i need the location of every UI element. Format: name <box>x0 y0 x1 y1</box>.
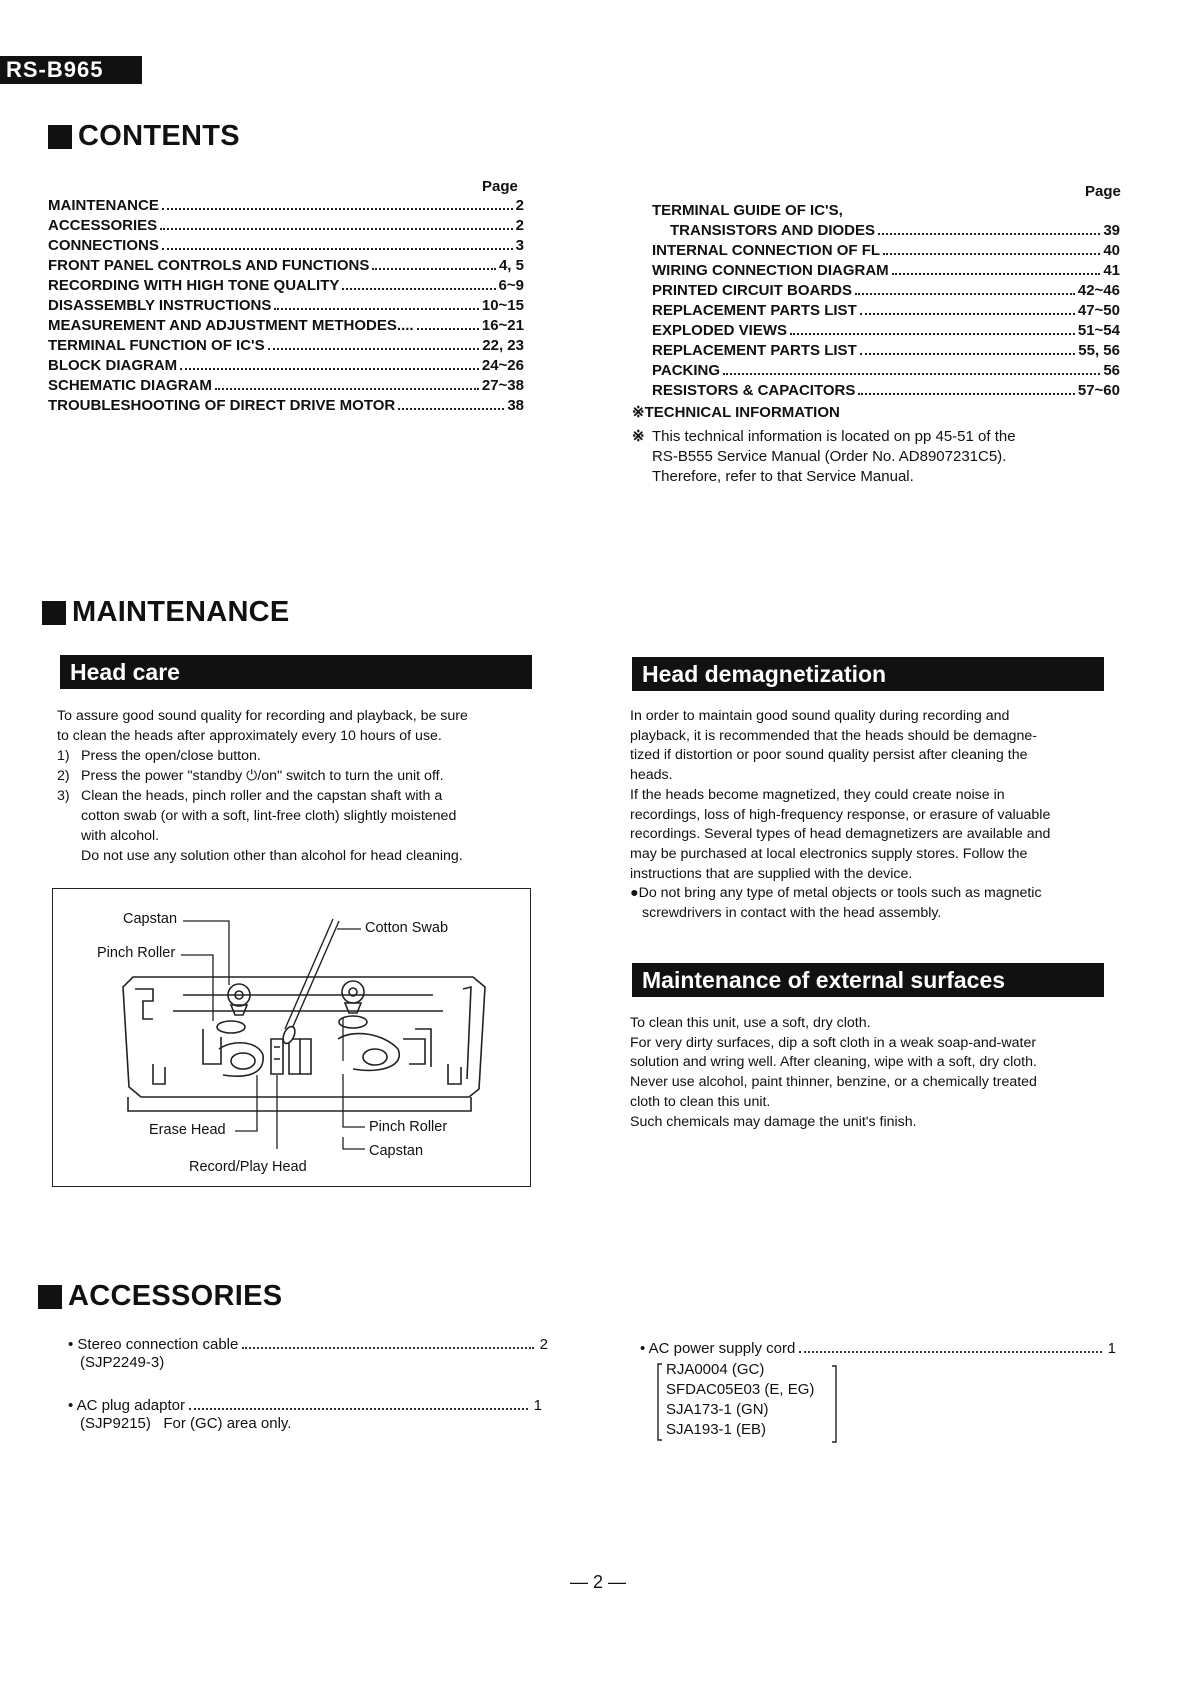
maintenance-title <box>42 596 290 629</box>
toc-entry <box>652 361 1120 381</box>
accessory-label: • AC plug adaptor <box>68 1397 185 1414</box>
label-cotton-swab: Cotton Swab <box>365 920 449 936</box>
toc-entry <box>48 276 524 296</box>
toc-entry <box>652 221 1120 241</box>
toc-leader <box>180 368 479 370</box>
toc-entry <box>48 396 524 416</box>
toc-entry <box>48 216 524 236</box>
toc-leader <box>162 208 513 210</box>
page-number: — 2 — <box>570 1572 627 1592</box>
external-surfaces-heading: Maintenance of external surfaces <box>632 963 1104 997</box>
text-line: If the heads become magnetized, they could create noise in <box>630 786 1005 803</box>
toc-entry <box>48 296 524 316</box>
step-3 <box>57 786 547 866</box>
toc-label: SCHEMATIC DIAGRAM <box>48 377 212 394</box>
toc-right-page-label: Page <box>1085 183 1121 200</box>
toc-page: 47~50 <box>1077 302 1120 319</box>
toc-entry <box>48 336 524 356</box>
toc-label: EXPLODED VIEWS <box>652 322 788 339</box>
text-line: with alcohol. <box>81 828 160 844</box>
toc-page: 56 <box>1103 362 1120 379</box>
label-pinch-roller-right: Pinch Roller <box>369 1119 448 1135</box>
accessory-item <box>68 1336 548 1373</box>
toc-page: 51~54 <box>1077 322 1120 339</box>
head-care-diagram <box>52 888 531 1187</box>
toc-label: MEASUREMENT AND ADJUSTMENT METHODES.... <box>48 317 414 334</box>
toc-label: REPLACEMENT PARTS LIST <box>652 302 857 319</box>
accessory-note: For (GC) area only. <box>163 1415 292 1432</box>
cord-variant: SFDAC05E03 (E, EG) <box>666 1381 815 1398</box>
toc-left-page-label: Page <box>482 178 518 195</box>
toc-leader <box>883 253 1100 255</box>
text-line: recordings. Several types of head demagnetizers are available and <box>630 826 1051 843</box>
note-line: RS-B555 Service Manual (Order No. AD8907231C5). <box>652 448 1007 465</box>
toc-page: 57~60 <box>1077 382 1120 399</box>
toc-left <box>48 196 524 416</box>
model-tag: RS-B965 <box>0 56 142 84</box>
toc-label: ACCESSORIES <box>48 217 158 234</box>
step-number: 1) <box>57 748 70 764</box>
toc-leader <box>892 273 1101 275</box>
toc-leader <box>342 288 495 290</box>
text-line: ●Do not bring any type of metal objects or tools such as magnetic <box>630 885 1042 902</box>
toc-entry <box>48 256 524 276</box>
text-line: instructions that are supplied with the device. <box>630 865 913 882</box>
text-line: playback, it is recommended that the heads should be demagne- <box>630 727 1037 744</box>
cord-variant: SJA193-1 (EB) <box>666 1421 767 1438</box>
text-line: heads. <box>630 767 673 784</box>
label-capstan-top: Capstan <box>123 911 178 927</box>
toc-page: 10~15 <box>481 297 524 314</box>
toc-entry <box>48 376 524 396</box>
text-line: Press the power "standby ⏻/on" switch to turn the unit off. <box>81 768 444 784</box>
external-surfaces-text <box>630 1014 1110 1132</box>
toc-leader <box>858 393 1074 395</box>
note-line: Therefore, refer to that Service Manual. <box>652 468 914 485</box>
toc-leader <box>878 233 1100 235</box>
accessory-item <box>68 1397 542 1434</box>
section-bullet-icon <box>42 601 66 625</box>
text-line: For very dirty surfaces, dip a soft cloth in a weak soap-and-water <box>630 1034 1037 1051</box>
toc-leader <box>417 328 479 330</box>
accessories-title <box>38 1280 282 1313</box>
text-line: In order to maintain good sound quality during recording and <box>630 708 1010 724</box>
toc-label: RECORDING WITH HIGH TONE QUALITY <box>48 277 340 294</box>
toc-leader <box>160 228 512 230</box>
toc-entry <box>48 316 524 336</box>
text-line: Such chemicals may damage the unit's finish. <box>630 1113 917 1130</box>
accessories-title-text: ACCESSORIES <box>68 1280 283 1312</box>
toc-leader <box>860 313 1075 315</box>
toc-page: 41 <box>1103 262 1120 279</box>
step-1 <box>57 746 547 766</box>
toc-page: 2 <box>515 197 524 214</box>
text-line: Never use alcohol, paint thinner, benzine, or a chemically treated <box>630 1074 1037 1091</box>
toc-leader <box>215 388 479 390</box>
tech-info-note <box>632 427 1112 487</box>
toc-page: 4, 5 <box>498 257 524 274</box>
text-line: Press the open/close button. <box>81 748 261 764</box>
toc-label: TERMINAL FUNCTION OF IC'S <box>48 337 265 354</box>
toc-right-first-line <box>652 201 1120 221</box>
accessory-qty: 1 <box>533 1397 542 1414</box>
toc-leader <box>855 293 1075 295</box>
label-erase-head: Erase Head <box>149 1122 226 1138</box>
accessory-qty: 1 <box>1107 1340 1116 1357</box>
toc-entry <box>652 321 1120 341</box>
maintenance-title-text: MAINTENANCE <box>72 596 290 628</box>
section-bullet-icon <box>48 125 72 149</box>
accessory-label: • AC power supply cord <box>640 1340 796 1357</box>
tape-deck-illustration <box>53 889 530 1186</box>
accessory-qty: 2 <box>539 1336 548 1353</box>
toc-entry <box>652 381 1120 401</box>
contents-title-text: CONTENTS <box>78 120 240 152</box>
toc-leader <box>274 308 478 310</box>
label-pinch-roller-left: Pinch Roller <box>97 945 176 961</box>
text-line: recordings, loss of high-frequency response, or erasure of valuable <box>630 806 1051 823</box>
toc-page: 2 <box>515 217 524 234</box>
toc-label: DISASSEMBLY INSTRUCTIONS <box>48 297 272 314</box>
toc-entry <box>48 356 524 376</box>
toc-page: 38 <box>507 397 524 414</box>
accessory-part: (SJP2249-3) <box>80 1354 165 1371</box>
toc-label: FRONT PANEL CONTROLS AND FUNCTIONS <box>48 257 370 274</box>
text-line: to clean the heads after approximately every 10 hours of use. <box>57 728 442 744</box>
toc-leader <box>268 348 480 350</box>
toc-label: REPLACEMENT PARTS LIST <box>652 342 857 359</box>
cord-variants <box>656 1360 846 1444</box>
head-demag-heading: Head demagnetization <box>632 657 1104 691</box>
text-line: tized if distortion or poor sound quality persist after cleaning the <box>630 747 1028 764</box>
toc-entry <box>652 341 1120 361</box>
toc-label: TROUBLESHOOTING OF DIRECT DRIVE MOTOR <box>48 397 396 414</box>
text-line: Do not use any solution other than alcohol for head cleaning. <box>81 848 463 864</box>
toc-page: 40 <box>1103 242 1120 259</box>
toc-label: PACKING <box>652 362 721 379</box>
head-care-text <box>57 706 547 866</box>
contents-title <box>48 120 240 153</box>
toc-entry <box>652 301 1120 321</box>
cord-variant: SJA173-1 (GN) <box>666 1401 769 1418</box>
toc-label: ※TECHNICAL INFORMATION <box>632 404 840 421</box>
toc-page: 3 <box>515 237 524 254</box>
toc-page: 39 <box>1103 222 1120 239</box>
head-demag-text <box>630 707 1110 924</box>
text-line: may be purchased at local electronics supply stores. Follow the <box>630 845 1028 862</box>
toc-page: 42~46 <box>1077 282 1120 299</box>
note-mark: ※ <box>632 428 645 445</box>
toc-leader <box>790 333 1075 335</box>
step-number: 2) <box>57 768 70 784</box>
toc-leader <box>723 373 1100 375</box>
step-2 <box>57 766 547 786</box>
toc-label: INTERNAL CONNECTION OF FL <box>652 242 881 259</box>
toc-tech-info <box>632 403 1120 423</box>
text-line: cloth to clean this unit. <box>630 1093 771 1110</box>
toc-leader <box>398 408 504 410</box>
note-line: This technical information is located on pp 45-51 of the <box>652 428 1016 445</box>
toc-label: RESISTORS & CAPACITORS <box>652 382 856 399</box>
toc-page: 27~38 <box>481 377 524 394</box>
toc-label: BLOCK DIAGRAM <box>48 357 178 374</box>
text-line: To assure good sound quality for recording and playback, be sure <box>57 708 468 724</box>
text-line: To clean this unit, use a soft, dry cloth. <box>630 1015 871 1031</box>
toc-leader <box>860 353 1076 355</box>
toc-page: 16~21 <box>481 317 524 334</box>
text-line: solution and wring well. After cleaning, wipe with a soft, dry cloth. <box>630 1054 1037 1071</box>
toc-leader <box>162 248 513 250</box>
text-line: Clean the heads, pinch roller and the capstan shaft with a <box>81 788 443 804</box>
toc-label: CONNECTIONS <box>48 237 159 254</box>
toc-right <box>632 201 1120 423</box>
toc-leader <box>372 268 496 270</box>
step-number: 3) <box>57 788 70 804</box>
toc-page: 22, 23 <box>482 337 524 354</box>
label-record-play-head: Record/Play Head <box>189 1159 307 1175</box>
toc-entry <box>652 281 1120 301</box>
toc-page: 55, 56 <box>1078 342 1120 359</box>
head-care-heading: Head care <box>60 655 532 689</box>
toc-entry <box>48 236 524 256</box>
toc-label: MAINTENANCE <box>48 197 159 214</box>
text-line: screwdrivers in contact with the head assembly. <box>642 905 942 922</box>
toc-label: WIRING CONNECTION DIAGRAM <box>652 262 889 279</box>
accessory-label: • Stereo connection cable <box>68 1336 239 1353</box>
toc-entry <box>652 241 1120 261</box>
accessory-part: (SJP9215) <box>80 1415 151 1432</box>
toc-label: TERMINAL GUIDE OF IC'S, <box>652 202 843 219</box>
cord-variant: RJA0004 (GC) <box>666 1361 765 1378</box>
toc-entry <box>48 196 524 216</box>
label-capstan-bottom: Capstan <box>369 1143 424 1159</box>
toc-page: 24~26 <box>481 357 524 374</box>
section-bullet-icon <box>38 1285 62 1309</box>
toc-label: TRANSISTORS AND DIODES <box>670 222 876 239</box>
toc-entry <box>652 261 1120 281</box>
accessory-item <box>640 1340 1116 1357</box>
toc-page: 6~9 <box>498 277 524 294</box>
toc-label: PRINTED CIRCUIT BOARDS <box>652 282 853 299</box>
text-line: cotton swab (or with a soft, lint-free cloth) slightly moistened <box>81 808 457 824</box>
